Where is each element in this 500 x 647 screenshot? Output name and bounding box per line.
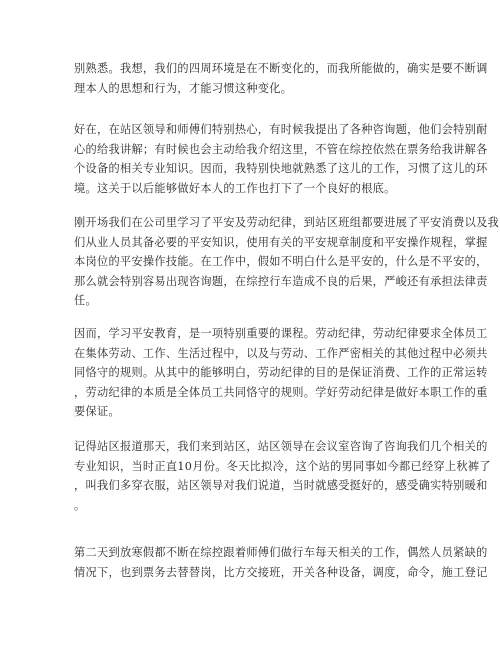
text-line: 境。这关于以后能够做好本人的工作也打下了一个良好的根底。	[74, 181, 396, 195]
text-line: 心的给我讲解；有时候也会主动给我介绍这里，不管在综控依然在票务给我讲解各	[74, 142, 488, 156]
paragraph-2	[74, 120, 488, 198]
paragraph-1	[74, 59, 488, 98]
text-line: 记得站区报道那天，我们来到站区，站区领导在会议室咨询了咨询我们几个相关的	[74, 440, 488, 453]
text-line: 好在，在站区领导和师傅们特别热心，有时候我提出了各种咨询题，他们会特别耐	[74, 123, 488, 136]
text-line: 本岗位的平安操作技能。在工作中，假如不明白什么是平安的，什么是不平安的，	[74, 255, 488, 268]
text-line: 在集体劳动、工作、生活过程中，以及与劳动、工作严密相关的其他过程中必须共	[74, 346, 488, 360]
text-line: 们从业人员其备必要的平安知识，使用有关的平安规章制度和平安操作规程，掌握	[74, 235, 488, 249]
text-line: 要保证。	[74, 405, 120, 418]
text-line: ，劳动纪律的本质是全体员工共同恪守的规则。学好劳动纪律是做好本职工作的重	[74, 385, 488, 399]
text-line: 那么就会特别容易出现咨询题，在综控行车造成不良的后果，严峻还有承担法律责	[74, 274, 488, 288]
text-line: 别熟悉。我想，我们的四周环境是在不断变化的，而我所能做的，确实是要不断调	[74, 62, 488, 75]
text-line: 任。	[74, 294, 97, 307]
text-line: 理本人的思想和行为，才能习惯这种变化。	[74, 81, 293, 95]
text-line: 第二天到放寒假都不断在综控跟着师傅们做行车每天相关的工作，偶然人员紧缺的	[74, 546, 488, 559]
text-line: 情况下，也到票务去替替岗，比方交接班，开关各种设备，调度，命令，施工登记	[74, 565, 488, 579]
text-line: 同恪守的规则。从其中的能够明白，劳动纪律的目的是保证消费、工作的正常运转	[74, 366, 488, 379]
text-line: ，叫我们多穿衣服，站区领导对我们说道，当时就感受挺好的，感受确实特别暖和	[74, 479, 488, 492]
text-line: 专业知识，当时正直10月份。冬天比拟冷，这个站的男同事如今都已经穿上秋裤了	[74, 459, 491, 473]
text-line: 因而，学习平安教育，是一项特别重要的课程。劳动纪律，劳动纪律要求全体员工	[74, 327, 488, 340]
text-line: 刚开场我们在公司里学习了平安及劳动纪律，到站区班组都要进展了平安消费以及我	[74, 216, 500, 229]
paragraph-6	[74, 543, 488, 582]
paragraph-3	[74, 213, 500, 311]
paragraph-4	[74, 324, 488, 422]
text-line: 个设备的相关专业知识。因而，我特别快地就熟悉了这儿的工作，习惯了这儿的环	[74, 162, 488, 175]
text-line: 。	[74, 498, 86, 512]
paragraph-5	[74, 437, 491, 515]
